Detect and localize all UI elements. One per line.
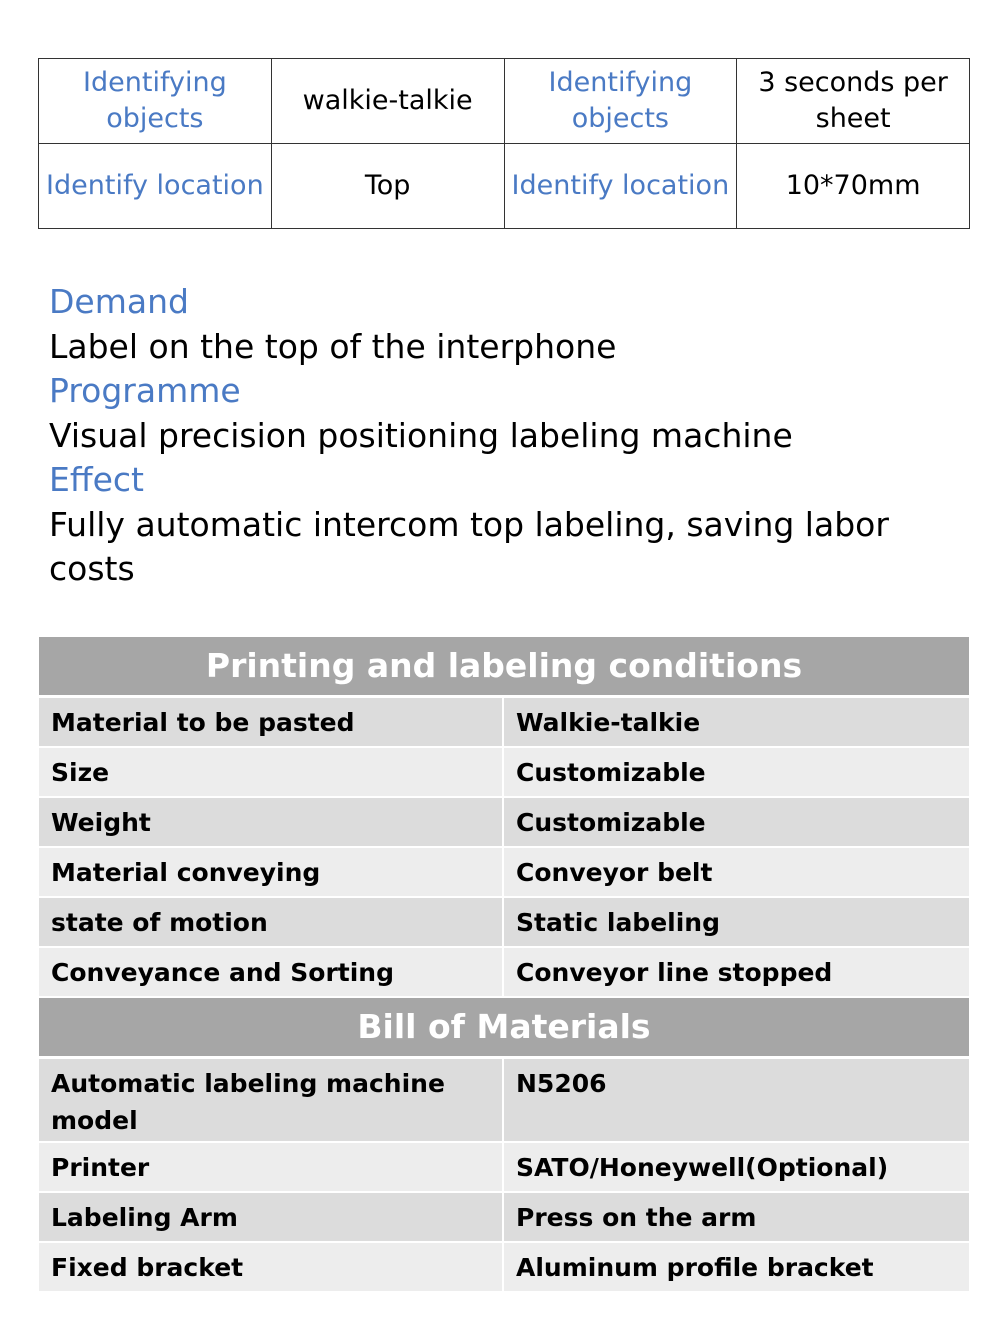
spec-key-identifying-objects-2: Identifying objects: [504, 59, 737, 144]
bom-key: Printer: [39, 1143, 502, 1191]
description-section: [49, 280, 949, 592]
table-row: [39, 1059, 969, 1141]
table-row: [39, 1143, 969, 1191]
effect-text: Fully automatic intercom top labeling, saving labor costs: [49, 504, 889, 588]
conditions-table: [39, 637, 969, 1293]
table-row: [39, 898, 969, 946]
table-row: [39, 948, 969, 996]
bom-value: Aluminum profile bracket: [504, 1243, 969, 1291]
spec-key-identify-location-2: Identify location: [504, 144, 737, 229]
condition-value: Walkie-talkie: [504, 698, 969, 746]
condition-key: state of motion: [39, 898, 502, 946]
bom-title: Bill of Materials: [39, 998, 969, 1056]
condition-key: Weight: [39, 798, 502, 846]
spec-row-location: [39, 144, 970, 229]
spec-value-label-size: 10*70mm: [737, 144, 970, 229]
condition-value: Static labeling: [504, 898, 969, 946]
programme-text: Visual precision positioning labeling machine: [49, 415, 793, 455]
spec-key-identify-location: Identify location: [39, 144, 272, 229]
condition-key: Material to be pasted: [39, 698, 502, 746]
condition-value: Conveyor belt: [504, 848, 969, 896]
bom-key: Labeling Arm: [39, 1193, 502, 1241]
spec-key-identifying-objects: Identifying objects: [39, 59, 272, 144]
table-row: [39, 848, 969, 896]
condition-value: Customizable: [504, 798, 969, 846]
condition-value: Conveyor line stopped: [504, 948, 969, 996]
demand-heading: Demand: [49, 282, 189, 321]
programme-heading: Programme: [49, 371, 241, 410]
table-row: [39, 798, 969, 846]
table-row: [39, 698, 969, 746]
condition-value: Customizable: [504, 748, 969, 796]
condition-key: Conveyance and Sorting: [39, 948, 502, 996]
spec-value-location: Top: [271, 144, 504, 229]
conditions-title: Printing and labeling conditions: [39, 637, 969, 695]
table-row: [39, 1193, 969, 1241]
table-row: [39, 1243, 969, 1291]
table-row: [39, 748, 969, 796]
spec-table: [38, 58, 970, 229]
effect-heading: Effect: [49, 460, 144, 499]
bom-value: Press on the arm: [504, 1193, 969, 1241]
spec-value-object: walkie-talkie: [271, 59, 504, 144]
demand-text: Label on the top of the interphone: [49, 326, 617, 366]
condition-key: Size: [39, 748, 502, 796]
spec-row-objects: [39, 59, 970, 144]
condition-key: Material conveying: [39, 848, 502, 896]
bom-key: Fixed bracket: [39, 1243, 502, 1291]
bom-value: N5206: [504, 1059, 969, 1141]
bom-value: SATO/Honeywell(Optional): [504, 1143, 969, 1191]
spec-value-speed: 3 seconds per sheet: [737, 59, 970, 144]
bom-key: Automatic labeling machine model: [39, 1059, 502, 1141]
